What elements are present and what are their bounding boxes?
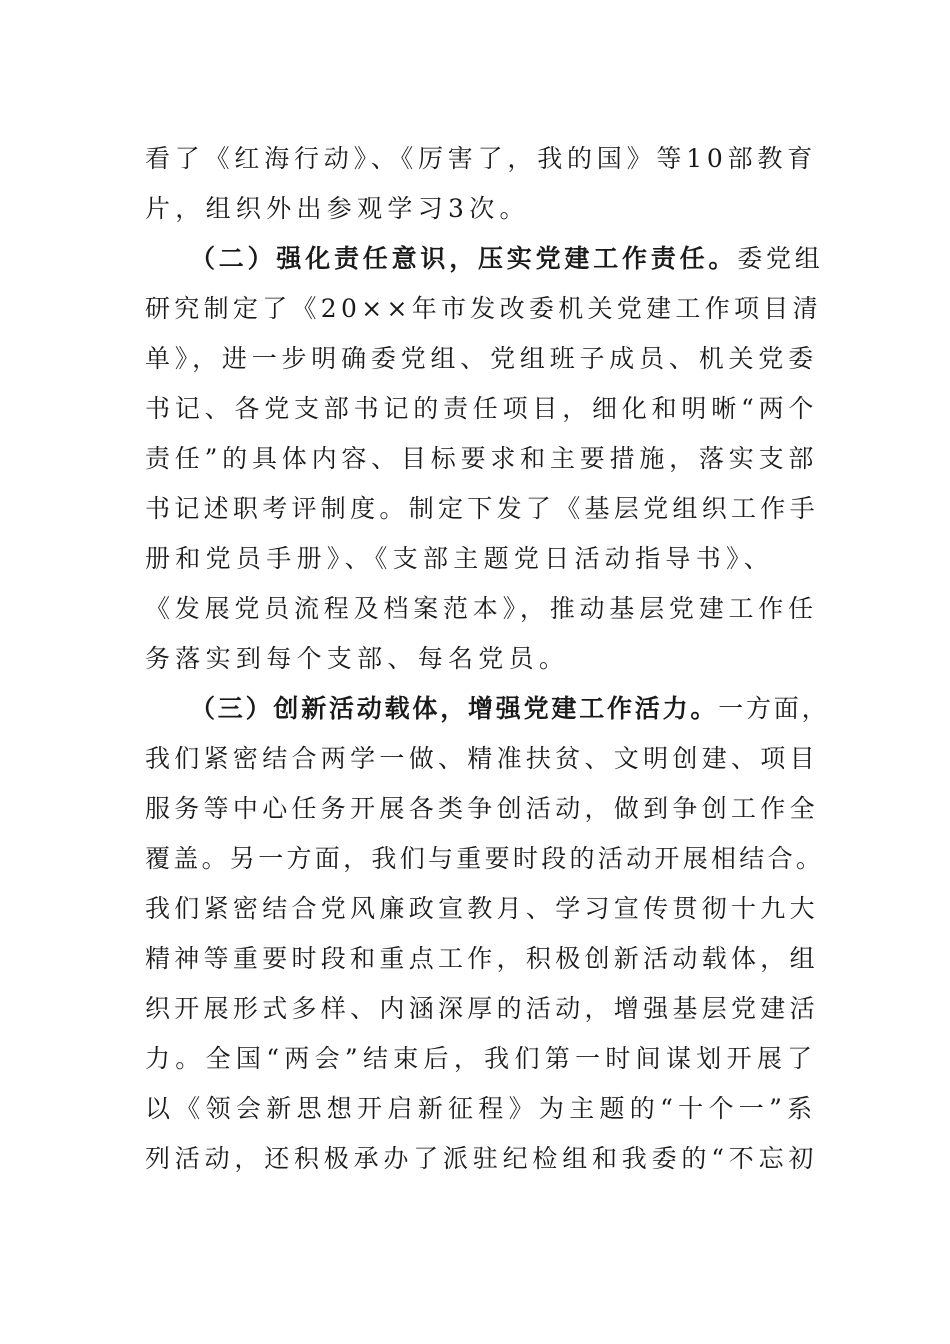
body-line: 看了《红海行动》、《厉害了，我的国》等10部教育: [145, 144, 818, 173]
body-line: 单》，进一步明确委党组、党组班子成员、机关党委: [145, 344, 818, 373]
body-line: 精神等重要时段和重点工作，积极创新活动载体，组: [145, 944, 819, 973]
section-heading-3: [190, 684, 830, 734]
body-line: 服务等中心任务开展各类争创活动，做到争创工作全: [145, 794, 819, 823]
body-line: 片，组织外出参观学习3次。: [145, 194, 530, 223]
section-heading-2: [190, 234, 830, 284]
body-line: 《发展党员流程及档案范本》，推动基层党建工作任: [145, 594, 818, 623]
body-line: 务落实到每个支部、每名党员。: [145, 644, 570, 673]
section-heading-text: （二）强化责任意识，压实党建工作责任。: [190, 244, 738, 273]
body-line: 覆盖。另一方面，我们与重要时段的活动开展相结合。: [145, 844, 825, 873]
body-line: 研究制定了《20××年市发改委机关党建工作项目清: [145, 294, 822, 323]
body-line: 我们紧密结合党风廉政宣教月、学习宣传贯彻十九大: [145, 894, 819, 923]
body-line: 我们紧密结合两学一做、精准扶贫、文明创建、项目: [145, 744, 819, 773]
body-line: 书记、各党支部书记的责任项目，细化和明晰“两个: [145, 394, 819, 423]
body-line: 织开展形式多样、内涵深厚的活动，增强基层党建活: [145, 994, 819, 1023]
body-line: 力。全国“两会”结束后，我们第一时间谋划开展了: [145, 1044, 818, 1073]
body-line: 书记述职考评制度。制定下发了《基层党组织工作手: [145, 494, 819, 523]
body-line: 列活动，还积极承办了派驻纪检组和我委的“不忘初: [145, 1144, 819, 1173]
section-heading-text: （三）创新活动载体，增强党建工作活力。: [190, 694, 719, 723]
section-heading-tail: 委党组: [737, 244, 824, 273]
body-line: 以《领会新思想开启新征程》为主题的“十个一”系: [145, 1094, 818, 1123]
body-line: 册和党员手册》、《支部主题党日活动指导书》、: [145, 544, 775, 573]
body-line: 责任”的具体内容、目标要求和主要措施，落实支部: [145, 444, 819, 473]
section-heading-tail: 一方面，: [718, 694, 830, 723]
